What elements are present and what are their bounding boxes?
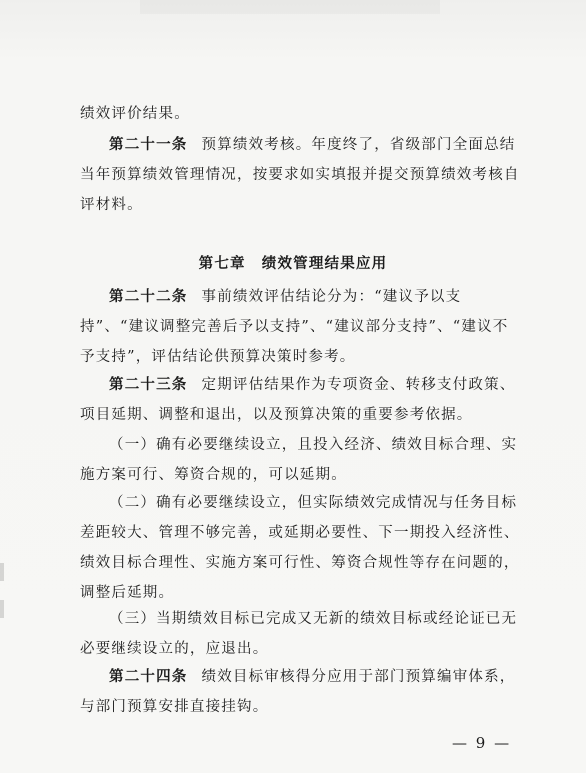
clause-text: （二）确有必要继续设立，但实际绩效完成情况与任务目标差距较大、管理不够完善，或延期必要性、下一期投入经济性、绩效目标合理性、实施方案可行性、筹资合规性等存在问题的，调整后延期。 xyxy=(80,495,520,601)
scan-shadow xyxy=(140,0,440,14)
clause-text: （三）当期绩效目标已完成又无新的绩效目标或经论证已无必要继续设立的，应退出。 xyxy=(80,611,518,657)
article-24 xyxy=(80,662,520,722)
article-text: 绩效目标审核得分应用于部门预算编审体系，与部门预算安排直接挂钩。 xyxy=(80,669,516,715)
scan-mark xyxy=(0,600,4,618)
paragraph-continuation xyxy=(80,99,520,129)
article-22 xyxy=(80,282,520,372)
article-text: 定期评估结果作为专项资金、转移支付政策、项目延期、调整和退出，以及预算决策的重要参考依据。 xyxy=(80,377,516,423)
article-text: 事前绩效评估结论分为：“建议予以支持”、“建议调整完善后予以支持”、“建议部分支持”、“建议不予支持”，评估结论供预算决策时参考。 xyxy=(80,289,509,365)
clause-1 xyxy=(80,430,520,490)
chapter-number: 第七章 xyxy=(198,255,246,272)
article-heading: 第二十一条 xyxy=(109,136,188,153)
clause-2 xyxy=(80,488,520,608)
scan-mark xyxy=(0,563,4,581)
chapter-heading xyxy=(0,252,586,273)
article-heading: 第二十二条 xyxy=(109,288,188,305)
chapter-title: 绩效管理结果应用 xyxy=(261,255,388,272)
clause-text: （一）确有必要继续设立，且投入经济、绩效目标合理、实施方案可行、筹资合规的，可以延期。 xyxy=(80,437,518,483)
paragraph-text: 绩效评价结果。 xyxy=(80,106,190,122)
article-23 xyxy=(80,370,520,430)
article-text: 预算绩效考核。年度终了，省级部门全面总结当年预算绩效管理情况，按要求如实填报并提交预算绩效考核自评材料。 xyxy=(80,137,520,213)
article-heading: 第二十四条 xyxy=(109,668,188,685)
page-number: — 9 — xyxy=(452,734,512,752)
clause-3 xyxy=(80,604,520,664)
article-heading: 第二十三条 xyxy=(109,376,188,393)
article-21 xyxy=(80,130,520,220)
